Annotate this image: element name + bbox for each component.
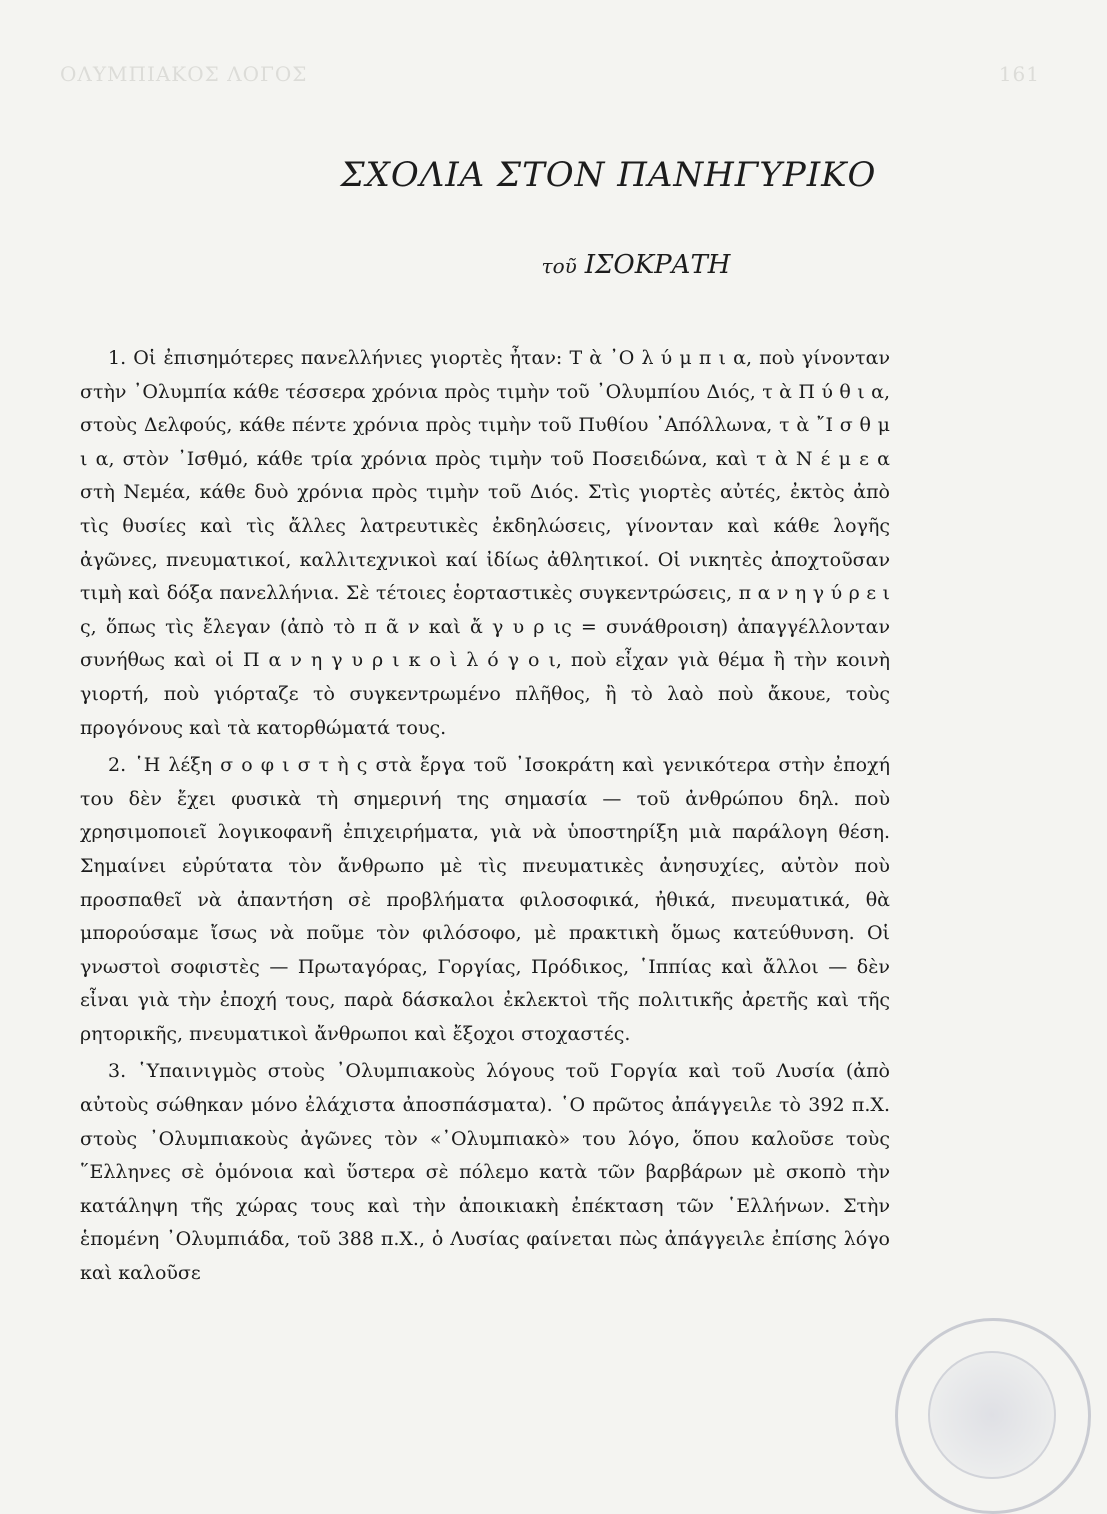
subtitle-author: ΙΣΟΚΡΑΤΗ — [584, 250, 731, 280]
page-title: ΣΧΟΛΙΑ ΣΤΟΝ ΠΑΝΗΓΥΡΙΚΟ — [340, 155, 877, 195]
subtitle-prefix: τοῦ — [541, 254, 577, 278]
paragraph-3: 3. ῾Υπαινιγμὸς στοὺς ᾿Ολυμπιακοὺς λόγους τοῦ Γοργία καὶ τοῦ Λυσία (ἀπὸ αὐτοὺς σώθηκαν μόνο ἐλάχιστα ἀποσπάσματα). ῾Ο πρῶτος ἀπάγγειλε τὸ 392 π.Χ. στοὺς ᾿Ολυμπιακοὺς ἀγῶνες τὸν «᾿Ολυμπιακὸ» του λόγο, ὅπου καλοῦσε τοὺς ῞Ελληνες σὲ ὁμόνοια καὶ ὕστερα σὲ πόλεμο κατὰ τῶν βαρβάρων μὲ σκοπὸ τὴν κατάληψη τῆς χώρας τους καὶ τὴν ἀποικιακὴ ἐπέκταση τῶν ῾Ελλήνων. Στὴν ἑπομένη ᾿Ολυμπιάδα, τοῦ 388 π.Χ., ὁ Λυσίας φαίνεται πὼς ἀπάγγειλε ἐπίσης λόγο καὶ καλοῦσε — [80, 1060, 890, 1285]
library-stamp-icon — [895, 1318, 1091, 1514]
stamp-emblem — [928, 1351, 1056, 1479]
show-through-running-header — [60, 62, 1040, 86]
paragraph-1: 1. Οἱ ἐπισημότερες πανελλήνιες γιορτὲς ἦταν: Τ ὰ ᾿Ο λ ύ μ π ι α, ποὺ γίνονταν στὴν ᾿Ολυμπία κάθε τέσσερα χρόνια πρὸς τιμὴν τοῦ ᾿Ολυμπίου Διός, τ ὰ Π ύ θ ι α, στοὺς Δελφούς, κάθε πέντε χρόνια πρὸς τιμὴν τοῦ Πυθίου ᾿Απόλλωνα, τ ὰ ῎Ι σ θ μ ι α, στὸν ᾿Ισθμό, κάθε τρία χρόνια πρὸς τιμὴν τοῦ Ποσειδώνα, καὶ τ ὰ Ν έ μ ε α στὴ Νεμέα, κάθε δυὸ χρόνια πρὸς τιμὴν τοῦ Διός. Στὶς γιορτὲς αὐτές, ἐκτὸς ἀπὸ τὶς θυσίες καὶ τὶς ἄλλες λατρευτικὲς ἐκδηλώσεις, γίνονταν καὶ κάθε λογῆς ἀγῶνες, πνευματικοί, καλλιτεχνικοὶ καί ἰδίως ἀθλητικοί. Οἱ νικητὲς ἀποχτοῦσαν τιμὴ καὶ δόξα πανελλήνια. Σὲ τέτοιες ἑορταστικὲς συγκεντρώσεις, π α ν η γ ύ ρ ε ι ς, ὅπως τὶς ἔλεγαν (ἀπὸ τὸ π ᾶ ν καὶ ἄ γ υ ρ ις = συνάθροιση) ἀπαγγέλλονταν συνήθως καὶ οἱ Π α ν η γ υ ρ ι κ ο ὶ λ ό γ ο ι, ποὺ εἶχαν γιὰ θέμα ἢ τὴν κοινὴ γιορτή, ποὺ γιόρταζε τὸ συγκεντρωμένο πλῆθος, ἢ τὸ λαὸ ποὺ ἄκουε, τοὺς προγόνους καὶ τὰ κατορθώματά τους. — [80, 347, 890, 739]
paragraph-2: 2. ῾Η λέξη σ ο φ ι σ τ ὴ ς στὰ ἔργα τοῦ ᾿Ισοκράτη καὶ γενικότερα στὴν ἐποχή του δὲν ἔχει φυσικὰ τὴ σημερινή της σημασία — τοῦ ἀνθρώπου δηλ. ποὺ χρησιμοποιεῖ λογικοφανῆ ἐπιχειρήματα, γιὰ νὰ ὑποστηρίξη μιὰ παράλογη θέση. Σημαίνει εὐρύτατα τὸν ἄνθρωπο μὲ τὶς πνευματικὲς ἀνησυχίες, αὐτὸν ποὺ προσπαθεῖ νὰ ἀπαντήση σὲ προβλήματα φιλοσοφικά, ἠθικά, πνευματικά, θὰ μπορούσαμε ἴσως νὰ ποῦμε τὸν φιλόσοφο, μὲ πρακτικὴ ὅμως κατεύθυνση. Οἱ γνωστοὶ σοφιστὲς — Πρωταγόρας, Γοργίας, Πρόδικος, ῾Ιππίας καὶ ἄλλοι — δὲν εἶναι γιὰ τὴν ἐποχή τους, παρὰ δάσκαλοι ἐκλεκτοὶ τῆς πολιτικῆς ἀρετῆς καὶ τῆς ρητορικῆς, πνευματικοὶ ἄνθρωποι καὶ ἔξοχοι στοχαστές. — [80, 754, 890, 1045]
commentary-body — [80, 342, 890, 1291]
running-header-left: ΟΛΥΜΠΙΑΚΟΣ ΛΟΓΟΣ — [60, 62, 308, 86]
page-subtitle — [0, 250, 1107, 280]
running-header-right: 161 — [998, 62, 1040, 86]
